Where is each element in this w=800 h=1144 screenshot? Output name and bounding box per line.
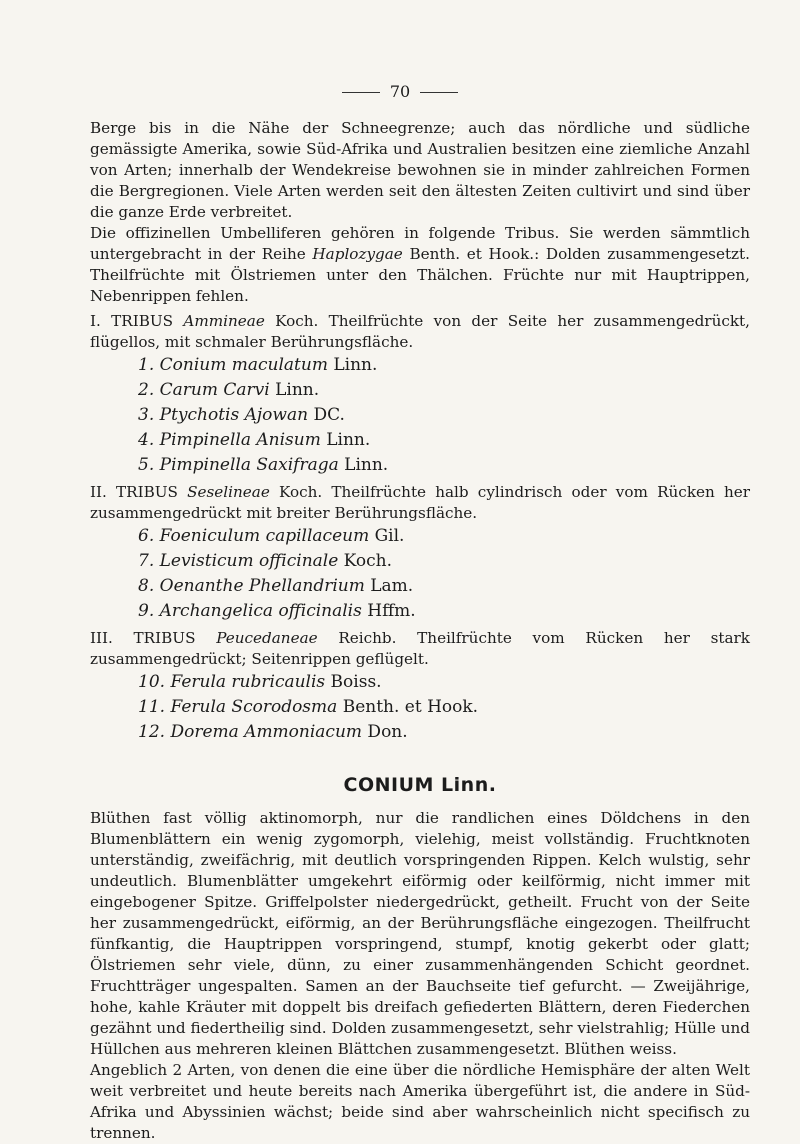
header-rule-right — [420, 92, 458, 93]
species-item: 5. Pimpinella Saxifraga Linn. — [138, 455, 389, 475]
page-number: 70 — [389, 82, 411, 101]
species-item: 12. Dorema Ammoniacum Don. — [138, 722, 408, 742]
species-item: 9. Archangelica officinalis Hffm. — [138, 601, 416, 621]
tribe-1-species-list — [90, 353, 750, 478]
species-item: 4. Pimpinella Anisum Linn. — [138, 430, 371, 450]
section-heading: CONIUM Linn. — [343, 774, 497, 796]
tribe-2-species-list — [90, 524, 750, 624]
tribe-2-prefix: II. TRIBUS — [90, 483, 188, 501]
tribe-2-name: Seselineae — [187, 483, 270, 501]
page-header — [0, 82, 800, 101]
species-item: 10. Ferula rubricaulis Boiss. — [138, 672, 382, 692]
paragraph-2-text-b: Benth. et Hook.: Dolden zusammengesetzt. Theilfrüchte mit Ölstriemen unter den Thälchen. Früchte nur mit Hauptrippen, Nebenrippen fehlen. — [90, 245, 750, 305]
tribe-1-desc: Koch. Theilfrüchte von der Seite her zusammengedrückt, flügellos, mit schmaler Berührungsfläche. — [90, 312, 750, 351]
paragraph-2 — [90, 223, 750, 307]
species-item: 2. Carum Carvi Linn. — [138, 380, 320, 400]
paragraph-2-text-a: Die offizinellen Umbelliferen gehören in folgende Tribus. Sie werden sämmtlich untergebracht in der Reihe — [90, 224, 750, 263]
tribe-3-prefix: III. TRIBUS — [90, 629, 217, 647]
species-item: 11. Ferula Scorodosma Benth. et Hook. — [138, 697, 479, 717]
species-item: 3. Ptychotis Ajowan DC. — [138, 405, 345, 425]
tribe-3-desc: Reichb. Theilfrüchte vom Rücken her stark zusammengedrückt; Seitenrippen geflügelt. — [90, 629, 750, 668]
species-item: 6. Foeniculum capillaceum Gil. — [138, 526, 405, 546]
tribe-3-species-list — [90, 670, 750, 745]
tribe-2-desc: Koch. Theilfrüchte halb cylindrisch oder vom Rücken her zusammengedrückt mit breiter Berührungsfläche. — [90, 483, 750, 522]
tribe-3-description — [90, 628, 750, 670]
header-rule-left — [342, 92, 380, 93]
section-paragraph-2: Angeblich 2 Arten, von denen die eine über die nördliche Hemisphäre der alten Welt weit verbreitet und heute bereits nach Amerika übergeführt ist, die andere in Süd-Afrika und Abyssinien wächst; beide sind aber wahrscheinlich nicht specifisch zu trennen. — [90, 1061, 750, 1142]
paragraph-1: Berge bis in die Nähe der Schneegrenze; auch das nördliche und südliche gemässigte Amerika, sowie Süd-Afrika und Australien besitzen eine ziemliche Anzahl von Arten; innerhalb der Wendekreise bewohnen sie in minder zahlreichen Formen die Bergregionen. Viele Arten werden seit den ältesten Zeiten cultivirt und sind über die ganze Erde verbreitet. — [90, 119, 750, 221]
tribe-1-description — [90, 311, 750, 353]
section-paragraph-1: Blüthen fast völlig aktinomorph, nur die randlichen eines Döldchens in den Blumenblättern ein wenig zygomorph, vielehig, meist vollständig. Fruchtknoten unterständig, zweifächrig, mit deutlich vorspringenden Rippen. Kelch wulstig, sehr undeutlich. Blumenblätter umgekehrt eiförmig oder keilförmig, nicht immer mit eingebogener Spitze. Griffelpolster niedergedrückt, getheilt. Frucht von der Seite her zusammengedrückt, eiförmig, an der Berührungsfläche eingezogen. Theilfrucht fünfkantig, die Hauptrippen vorspringend, stumpf, knotig gekerbt oder glatt; Ölstriemen sehr viele, dünn, zu einer zusammenhängenden Schicht geordnet. Fruchtträger ungespalten. Samen an der Bauchseite tief gefurcht. — Zweijährige, hohe, kahle Kräuter mit doppelt bis dreifach gefiederten Blättern, deren Fiederchen gezähnt und fiedertheilig sind. Dolden zusammengesetzt, sehr vielstrahlig; Hülle und Hüllchen aus mehreren kleinen Blättchen zusammengesetzt. Blüthen weiss. — [90, 809, 750, 1058]
species-item: 8. Oenanthe Phellandrium Lam. — [138, 576, 414, 596]
paragraph-2-italic: Haplozygae — [312, 245, 403, 263]
page-content — [90, 118, 750, 1144]
tribe-2-description — [90, 482, 750, 524]
species-item: 1. Conium maculatum Linn. — [138, 355, 378, 375]
tribe-1-name: Ammineae — [183, 312, 265, 330]
tribe-3-name: Peucedaneae — [216, 629, 318, 647]
species-item: 7. Levisticum officinale Koch. — [138, 551, 393, 571]
tribe-1-prefix: I. TRIBUS — [90, 312, 184, 330]
